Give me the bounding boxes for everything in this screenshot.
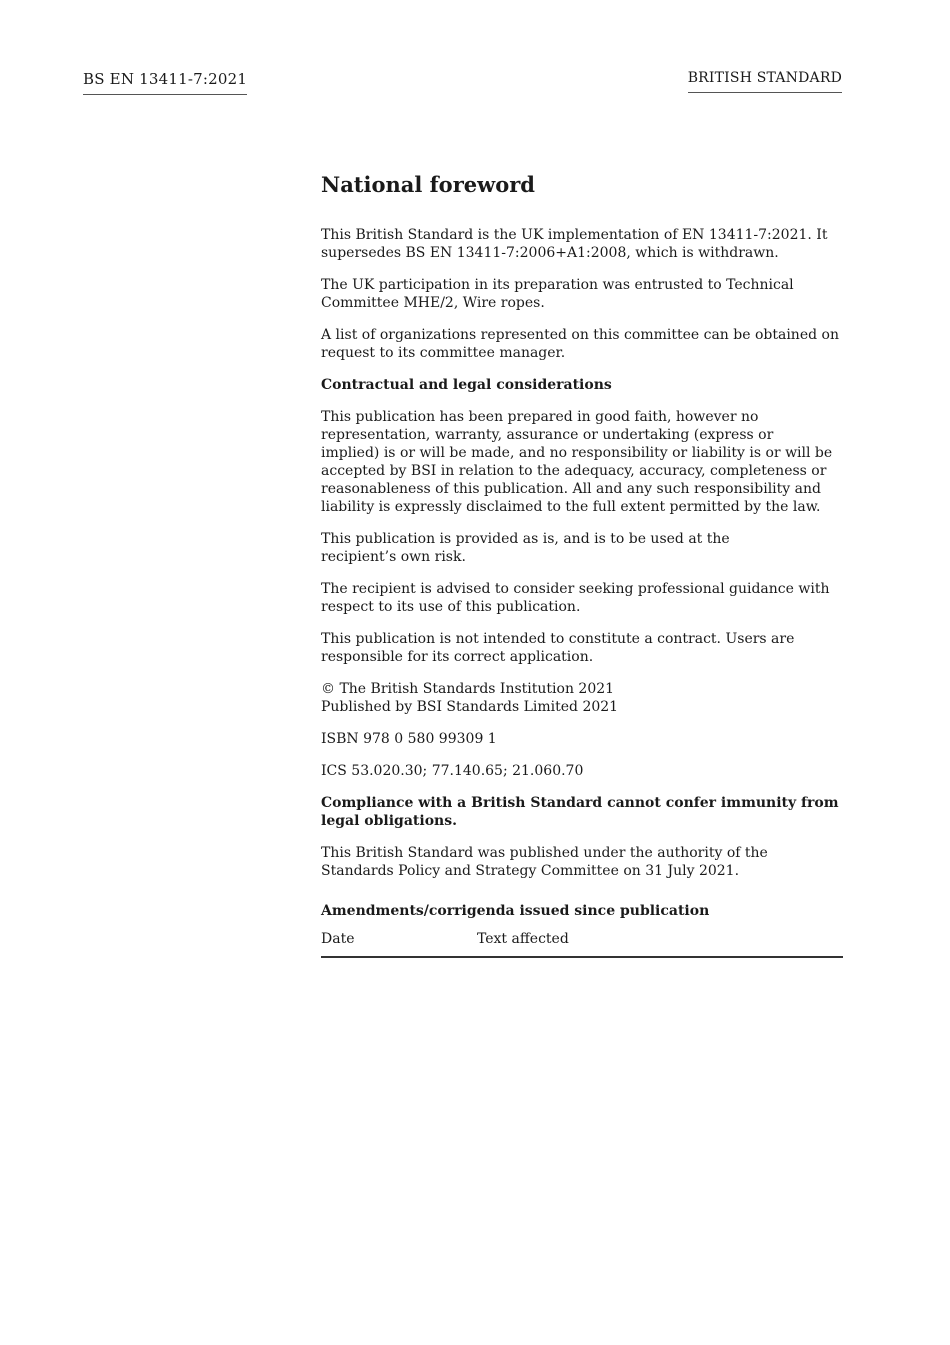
paragraph-own-risk: This publication is provided as is, and is to be used at the recipient’s own risk. — [321, 531, 730, 565]
table-header-row — [321, 930, 843, 957]
paragraph-committee-list: A list of organizations represented on this committee can be obtained on request to its committee manager. — [321, 327, 839, 361]
column-header-text-affected: Text affected — [477, 931, 569, 947]
page-title: National foreword — [321, 172, 535, 197]
amendments-heading: Amendments/corrigenda issued since publication — [321, 903, 710, 919]
paragraph-implementation: This British Standard is the UK implementation of EN 13411-7:2021. It supersedes BS EN 13411-7:2006+A1:2008, which is withdrawn. — [321, 227, 828, 261]
document-type: BRITISH STANDARD — [688, 70, 842, 93]
compliance-notice: Compliance with a British Standard cannot confer immunity from legal obligations. — [321, 795, 839, 829]
paragraph-good-faith: This publication has been prepared in good faith, however no representation, warranty, assurance or undertaking (express or implied) is or will be made, and no responsibility or liability is or will be accepted by BSI in relation to the adequacy, accuracy, completeness or reasonableness of this publication. All and any such responsibility and liability is expressly disclaimed to the full extent permitted by the law. — [321, 409, 833, 515]
column-header-date: Date — [321, 931, 355, 947]
document-code: BS EN 13411-7:2021 — [83, 70, 247, 95]
ics-codes: ICS 53.020.30; 77.140.65; 21.060.70 — [321, 763, 584, 779]
legal-heading: Contractual and legal considerations — [321, 377, 612, 393]
paragraph-contract: This publication is not intended to constitute a contract. Users are responsible for its correct application. — [321, 631, 795, 665]
paragraph-guidance: The recipient is advised to consider seeking professional guidance with respect to its use of this publication. — [321, 581, 830, 615]
copyright-notice: © The British Standards Institution 2021 Published by BSI Standards Limited 2021 — [321, 681, 619, 715]
isbn: ISBN 978 0 580 99309 1 — [321, 731, 497, 747]
national-foreword-section — [321, 170, 843, 958]
authority-statement: This British Standard was published under the authority of the Standards Policy and Strategy Committee on 31 July 2021. — [321, 845, 768, 879]
amendments-table — [321, 930, 843, 958]
paragraph-participation: The UK participation in its preparation was entrusted to Technical Committee MHE/2, Wire ropes. — [321, 277, 794, 311]
